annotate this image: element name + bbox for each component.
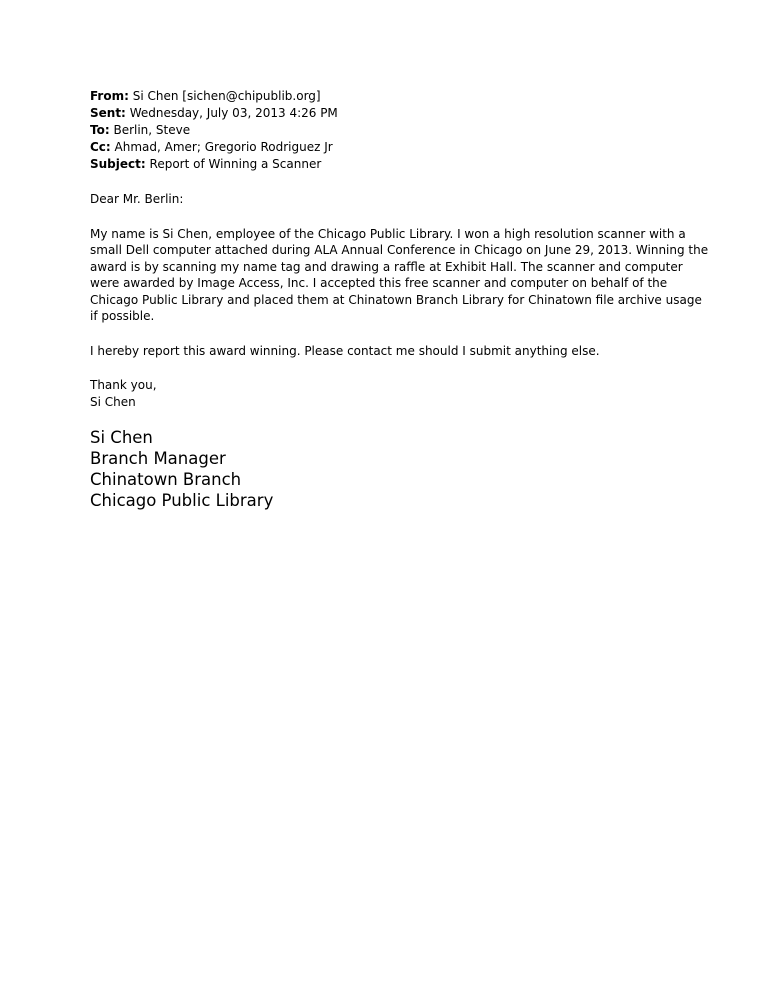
signature-organization: Chicago Public Library (90, 491, 274, 510)
to-label: To: (90, 123, 110, 137)
body-paragraph-2: I hereby report this award winning. Please contact me should I submit anything else. (90, 343, 600, 358)
from-value: Si Chen [sichen@chipublib.org] (132, 89, 321, 103)
closing (90, 377, 710, 410)
cc-value: Ahmad, Amer; Gregorio Rodriguez Jr (114, 140, 333, 154)
body-paragraph-1: My name is Si Chen, employee of the Chicago Public Library. I won a high resolution scanner with a small Dell computer attached during ALA Annual Conference in Chicago on June 29, 2013. Winning the award is by scanning my name tag and drawing a raffle at Exhibit Hall. The scanner and computer were awarded by Image Access, Inc. I accepted this free scanner and computer on behalf of the Chicago Public Library and placed them at Chinatown Branch Library for Chinatown file archive usage if possible. (90, 226, 709, 323)
signature-block (90, 427, 710, 511)
signature-title: Branch Manager (90, 449, 226, 468)
sent-line (90, 105, 710, 122)
sent-label: Sent: (90, 106, 126, 120)
email-header (90, 88, 710, 173)
email-document (90, 88, 710, 511)
to-line (90, 122, 710, 139)
to-value: Berlin, Steve (113, 123, 191, 137)
cc-label: Cc: (90, 140, 111, 154)
subject-label: Subject: (90, 157, 146, 171)
from-line (90, 88, 710, 105)
subject-line (90, 156, 710, 173)
from-label: From: (90, 89, 129, 103)
signature-name: Si Chen (90, 428, 153, 447)
sent-value: Wednesday, July 03, 2013 4:26 PM (129, 106, 338, 120)
closing-name: Si Chen (90, 394, 136, 409)
signature-branch: Chinatown Branch (90, 470, 242, 489)
salutation: Dear Mr. Berlin: (90, 192, 184, 206)
closing-phrase: Thank you, (90, 378, 157, 392)
cc-line (90, 139, 710, 156)
subject-value: Report of Winning a Scanner (149, 157, 322, 171)
